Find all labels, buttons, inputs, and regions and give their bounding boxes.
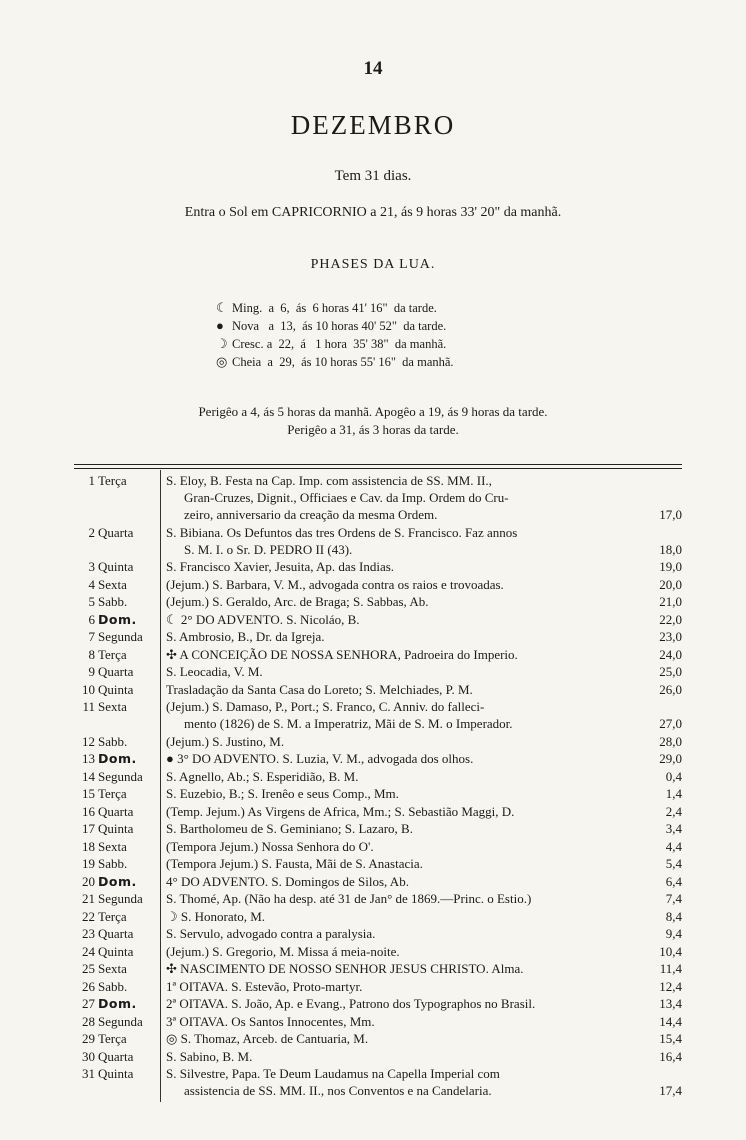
saint-entry <box>166 873 644 890</box>
moon-age-value: 0,4 <box>665 768 682 784</box>
saint-entry <box>166 611 644 628</box>
saint-entry-line: 1ª OITAVA. S. Estevão, Proto-martyr. <box>166 978 363 994</box>
day-number: 21 <box>82 891 95 906</box>
day-number: 12 <box>82 733 95 749</box>
phase-text: Cresc. a 22, á 1 hora 35' 38" da manhã. <box>232 337 447 351</box>
weekday: Terça <box>98 1031 127 1046</box>
weekday: Sexta <box>98 961 127 976</box>
saint-entry-line: mento (1826) de S. M. a Imperatriz, Mãi de S. M. o Imperador. <box>184 716 513 731</box>
weekday: Dom. <box>98 873 137 889</box>
saint-entry <box>166 472 644 523</box>
weekday: Quinta <box>98 943 134 959</box>
saint-entry <box>166 1030 644 1047</box>
day-number: 15 <box>82 786 95 801</box>
weekday: Dom. <box>98 611 137 627</box>
moon-age-value: 16,4 <box>659 1048 682 1064</box>
saint-entry <box>166 785 644 802</box>
saint-entry-line: (Jejum.) S. Geraldo, Arc. de Braga; S. Sabbas, Ab. <box>166 594 429 609</box>
saint-entry <box>166 855 644 872</box>
saint-entry-line: S. Sabino, B. M. <box>166 1048 253 1064</box>
saint-entry <box>166 960 644 977</box>
month-title: DEZEMBRO <box>290 110 456 140</box>
day-number: 11 <box>82 699 95 714</box>
moon-age-value: 21,0 <box>659 594 682 609</box>
saint-entry-line: S. Leocadia, V. M. <box>166 664 263 679</box>
day-number: 26 <box>82 978 95 994</box>
saint-entry-line: S. Agnello, Ab.; S. Esperidião, B. M. <box>166 768 359 784</box>
perigee-line-1: Perigêo a 4, ás 5 horas da manhã. Apogêo a 19, ás 9 horas da tarde. <box>198 404 548 419</box>
saint-entry-line: ● 3° DO ADVENTO. S. Luzia, V. M., advogada dos olhos. <box>166 751 474 766</box>
saint-entry <box>166 890 644 907</box>
phase-line <box>216 317 454 335</box>
saint-entry <box>166 1048 644 1065</box>
moon-age-value: 28,0 <box>659 733 682 749</box>
saint-entry <box>166 663 644 680</box>
phase-line <box>216 335 454 353</box>
moon-age-value: 9,4 <box>665 926 682 941</box>
weekday: Terça <box>98 908 127 924</box>
saint-entry-line: (Temp. Jejum.) As Virgens de Africa, Mm.; S. Sebastião Maggi, D. <box>166 803 515 819</box>
phase-text: Ming. a 6, ás 6 horas 41' 16" da tarde. <box>232 301 437 315</box>
moon-age-value: 8,4 <box>665 908 682 924</box>
moon-age-value: 18,0 <box>659 541 682 557</box>
moon-phases <box>216 299 454 371</box>
saint-entry <box>166 1013 644 1030</box>
saint-entry-line: ◎ S. Thomaz, Arceb. de Cantuaria, M. <box>166 1031 369 1046</box>
weekday: Quinta <box>98 1066 134 1081</box>
saint-entry-line: zeiro, anniversario da creação da mesma Ordem. <box>184 507 438 522</box>
moon-age-value: 23,0 <box>659 629 682 644</box>
saint-entry <box>166 558 644 575</box>
saint-entry <box>166 698 644 732</box>
day-number: 20 <box>82 873 95 889</box>
saint-entry-line: 4° DO ADVENTO. S. Domingos de Silos, Ab. <box>166 873 409 889</box>
moon-age-value: 11,4 <box>659 961 682 976</box>
saint-entry-line: S. Bartholomeu de S. Geminiano; S. Lazaro, B. <box>166 821 413 836</box>
phase-line <box>216 353 454 371</box>
saint-entry-line: 2ª OITAVA. S. João, Ap. e Evang., Patrono dos Typographos no Brasil. <box>166 996 536 1011</box>
weekday: Segunda <box>98 629 143 644</box>
moon-age-value: 12,4 <box>659 978 682 994</box>
day-number: 28 <box>82 1013 95 1029</box>
moon-age-value: 5,4 <box>665 856 682 871</box>
saint-entry <box>166 978 644 995</box>
phase-text: Cheia a 29, ás 10 horas 55' 16" da manhã. <box>232 355 454 369</box>
saint-entry-line: S. M. I. o Sr. D. PEDRO II (43). <box>184 541 353 557</box>
sun-entry-text: Entra o Sol em CAPRICORNIO a 21, ás 9 horas 33' 20" da manhã. <box>184 205 562 220</box>
moon-age-value: 17,4 <box>659 1083 682 1098</box>
moon-age-value: 17,0 <box>659 507 682 522</box>
day-number: 16 <box>82 803 95 819</box>
weekday: Segunda <box>98 768 143 784</box>
moon-age-value: 2,4 <box>665 803 682 819</box>
day-number: 4 <box>88 576 95 592</box>
saint-entry-line: ☽ S. Honorato, M. <box>166 908 266 924</box>
weekday: Segunda <box>98 891 143 906</box>
saint-entry <box>166 733 644 750</box>
day-number: 23 <box>82 926 95 941</box>
weekday: Segunda <box>98 1013 143 1029</box>
weekday: Quinta <box>98 821 134 836</box>
weekday: Sabb. <box>98 594 128 609</box>
weekday: Sexta <box>98 838 127 854</box>
weekday: Sabb. <box>98 856 128 871</box>
day-number: 22 <box>82 908 95 924</box>
saint-entry <box>166 750 644 767</box>
saint-entry <box>166 524 644 558</box>
saint-entry-line: (Jejum.) S. Justino, M. <box>166 733 285 749</box>
weekday: Terça <box>98 646 127 662</box>
saint-entry <box>166 943 644 960</box>
phase-text: Nova a 13, ás 10 horas 40' 52" da tarde. <box>232 319 447 333</box>
moon-age-value: 15,4 <box>659 1031 682 1046</box>
weekday: Terça <box>98 473 127 488</box>
weekday: Dom. <box>98 751 137 766</box>
saint-entry-line: (Jejum.) S. Barbara, V. M., advogada contra os raios e trovoadas. <box>166 576 504 592</box>
saint-entry <box>166 768 644 785</box>
day-number: 27 <box>82 996 95 1011</box>
column-divider <box>160 470 161 1102</box>
weekday: Quarta <box>98 803 134 819</box>
saint-entry <box>166 628 644 645</box>
saint-entry <box>166 925 644 942</box>
day-number: 24 <box>82 943 95 959</box>
saint-entry-line: ✣ A CONCEIÇÃO DE NOSSA SENHORA, Padroeira do Imperio. <box>166 646 518 662</box>
weekday: Dom. <box>98 996 137 1011</box>
saint-entry-line: 3ª OITAVA. Os Santos Innocentes, Mm. <box>166 1013 375 1029</box>
day-number: 18 <box>82 838 95 854</box>
saint-entry <box>166 820 644 837</box>
moon-age-value: 14,4 <box>659 1013 682 1029</box>
moon-age-value: 19,0 <box>659 559 682 574</box>
moon-age-value: 6,4 <box>665 873 682 889</box>
moon-age-value: 1,4 <box>665 786 682 801</box>
perigee-line-2: Perigêo a 31, ás 3 horas da tarde. <box>287 422 459 437</box>
saint-entry-line: ✣ NASCIMENTO DE NOSSO SENHOR JESUS CHRISTO. Alma. <box>166 961 524 976</box>
day-number: 19 <box>82 856 95 871</box>
moon-full-icon: ◎ <box>216 354 228 369</box>
days-count: Tem 31 dias. <box>334 168 412 184</box>
day-number: 31 <box>82 1066 95 1081</box>
moon-waxing-icon: ☽ <box>216 336 228 351</box>
moon-new-icon: ● <box>216 318 224 333</box>
day-number: 9 <box>88 664 95 679</box>
phase-line <box>216 299 454 317</box>
weekday: Sexta <box>98 576 127 592</box>
weekday: Sabb. <box>98 733 128 749</box>
saint-entry-line: (Tempora Jejum.) S. Fausta, Mãi de S. Anastacia. <box>166 856 423 871</box>
moon-age-value: 24,0 <box>659 646 682 662</box>
weekday: Quarta <box>98 926 134 941</box>
saint-entry-line: assistencia de SS. MM. II., nos Conventos e na Candelaria. <box>184 1083 492 1098</box>
saint-entry-line: S. Bibiana. Os Defuntos das tres Ordens de S. Francisco. Faz annos <box>166 524 518 540</box>
saint-entry <box>166 908 644 925</box>
weekday: Quarta <box>98 1048 134 1064</box>
saint-entry-line: S. Euzebio, B.; S. Irenêo e seus Comp., Mm. <box>166 786 399 801</box>
moon-age-value: 3,4 <box>665 821 682 836</box>
moon-age-value: 13,4 <box>659 996 682 1011</box>
day-number: 30 <box>82 1048 95 1064</box>
saint-entry-line: S. Servulo, advogado contra a paralysia. <box>166 926 376 941</box>
saint-entry-line: (Jejum.) S. Gregorio, M. Missa á meia-noite. <box>166 943 400 959</box>
weekday: Sabb. <box>98 978 128 994</box>
day-number: 17 <box>82 821 95 836</box>
moon-age-value: 26,0 <box>659 681 682 697</box>
moon-age-value: 29,0 <box>659 751 682 766</box>
day-number: 25 <box>82 961 95 976</box>
moon-waning-icon: ☾ <box>216 300 228 315</box>
saint-entry <box>166 681 644 698</box>
weekday: Quarta <box>98 664 134 679</box>
moon-age-value: 7,4 <box>665 891 682 906</box>
moon-age-value: 4,4 <box>665 838 682 854</box>
saint-entry <box>166 646 644 663</box>
day-number: 3 <box>88 559 95 574</box>
day-number: 13 <box>82 751 95 766</box>
weekday: Sexta <box>98 699 127 714</box>
moon-age-value: 20,0 <box>659 576 682 592</box>
moon-age-value: 10,4 <box>659 943 682 959</box>
saint-entry-line: S. Thomé, Ap. (Não ha desp. até 31 de Jan° de 1869.—Princ. o Estio.) <box>166 891 532 906</box>
saint-entry-line: Trasladação da Santa Casa do Loreto; S. Melchiades, P. M. <box>166 681 473 697</box>
saint-entry <box>166 1065 644 1099</box>
saint-entry <box>166 576 644 593</box>
day-number: 6 <box>88 611 95 627</box>
day-number: 29 <box>82 1031 95 1046</box>
weekday: Quinta <box>98 559 134 574</box>
saint-entry-line: S. Silvestre, Papa. Te Deum Laudamus na Capella Imperial com <box>166 1066 500 1081</box>
saint-entry-line: S. Francisco Xavier, Jesuita, Ap. das Indias. <box>166 559 395 574</box>
table-top-rule-2 <box>74 468 682 469</box>
table-top-rule <box>74 464 682 465</box>
saint-entry <box>166 995 644 1012</box>
saint-entry-line: (Tempora Jejum.) Nossa Senhora do O'. <box>166 838 374 854</box>
saint-entry-line: (Jejum.) S. Damaso, P., Port.; S. Franco, C. Anniv. do falleci- <box>166 699 485 714</box>
moon-age-value: 25,0 <box>659 664 682 679</box>
day-number: 5 <box>88 594 95 609</box>
day-number: 7 <box>88 629 95 644</box>
saint-entry-line: S. Ambrosio, B., Dr. da Igreja. <box>166 629 325 644</box>
day-number: 2 <box>88 524 95 540</box>
day-number: 8 <box>88 646 95 662</box>
saint-entry-line: S. Eloy, B. Festa na Cap. Imp. com assistencia de SS. MM. II., <box>166 473 492 488</box>
moon-age-value: 22,0 <box>659 611 682 627</box>
day-number: 10 <box>82 681 95 697</box>
weekday: Quinta <box>98 681 134 697</box>
day-number: 14 <box>82 768 95 784</box>
saint-entry-line: ☾ 2° DO ADVENTO. S. Nicoláo, B. <box>166 611 360 627</box>
day-number: 1 <box>88 473 95 488</box>
phases-title: PHASES DA LUA. <box>310 257 436 272</box>
weekday: Quarta <box>98 524 134 540</box>
weekday: Terça <box>98 786 127 801</box>
saint-entry <box>166 593 644 610</box>
saint-entry <box>166 803 644 820</box>
page-number: 14 <box>363 58 383 79</box>
saint-entry <box>166 838 644 855</box>
saint-entry-line: Gran-Cruzes, Dignit., Officiaes e Cav. da Imp. Ordem do Cru- <box>184 490 509 505</box>
moon-age-value: 27,0 <box>659 716 682 731</box>
